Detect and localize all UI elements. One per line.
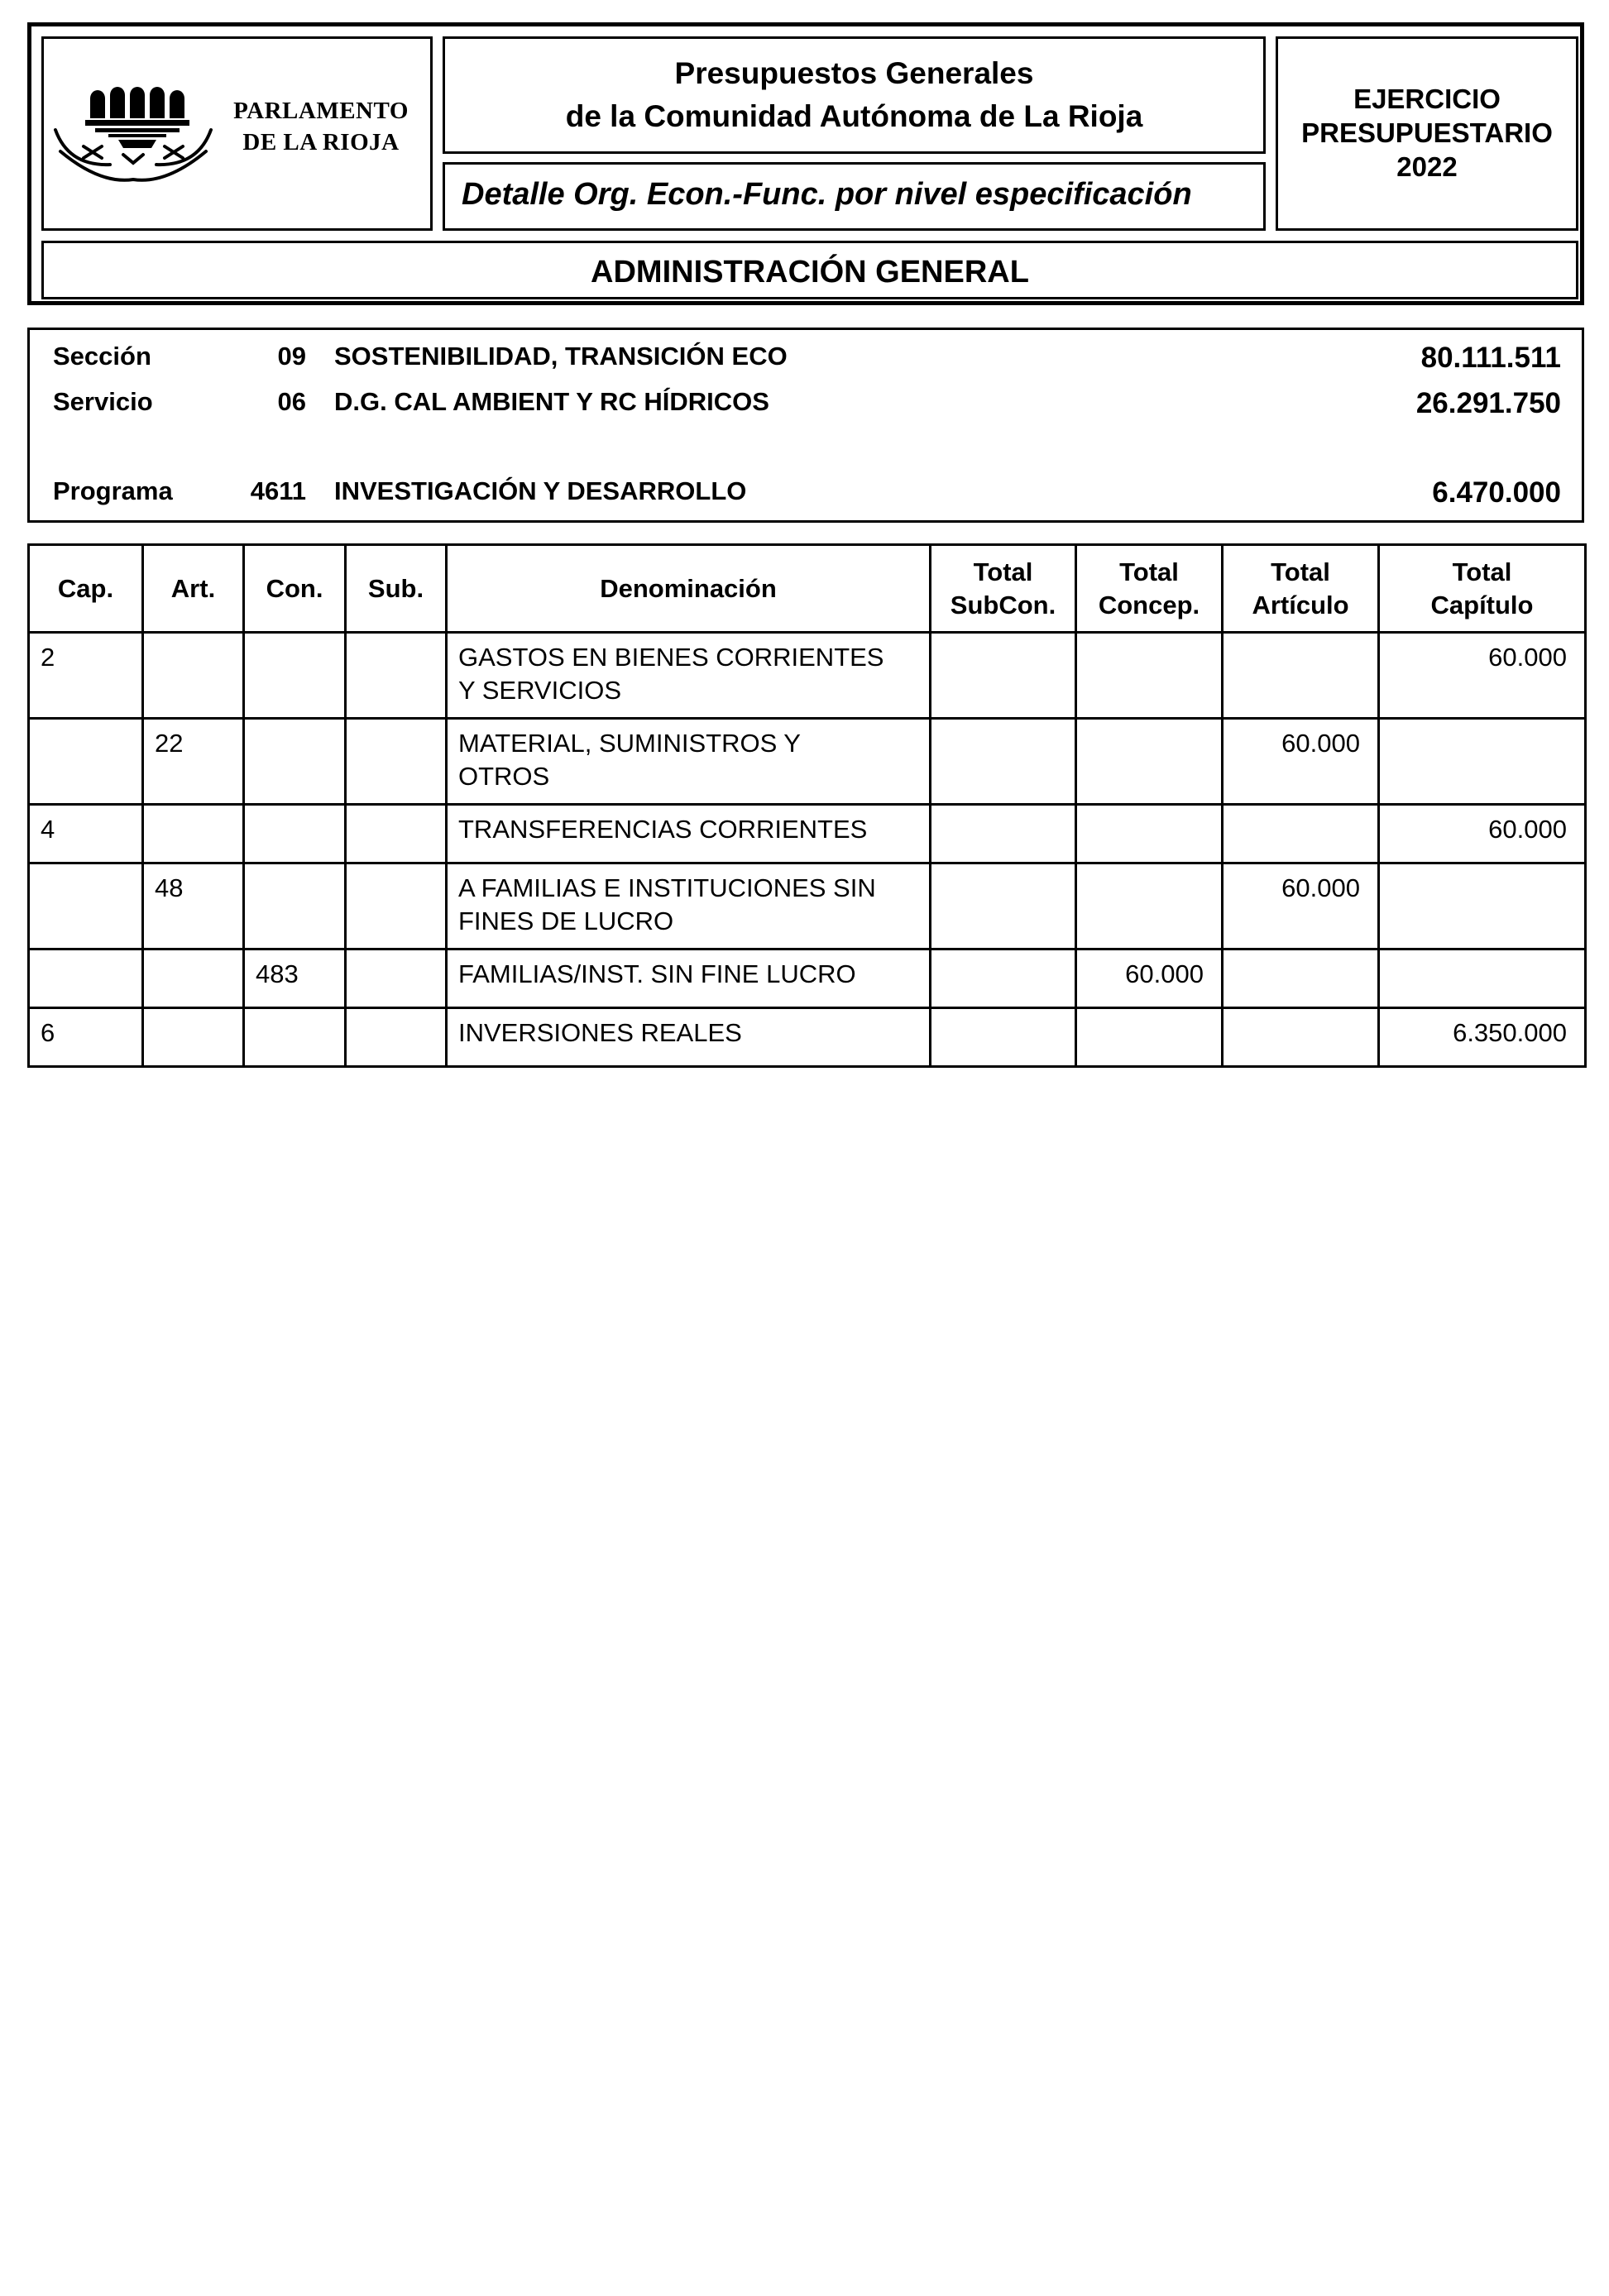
cell-total-articulo (1223, 949, 1379, 1008)
cell-cap: 6 (29, 1008, 143, 1067)
header-total-concep (1076, 545, 1223, 633)
cell-total-capitulo (1379, 719, 1586, 805)
administration-banner (41, 241, 1578, 299)
logo-text-line: DE LA RIOJA (242, 129, 400, 155)
cell-total-articulo (1223, 633, 1379, 719)
denominacion-line: MATERIAL, SUMINISTROS Y (458, 729, 801, 758)
section-amount: 80.111.511 (1420, 342, 1561, 374)
service-description: D.G. CAL AMBIENT Y RC HÍDRICOS (334, 387, 769, 416)
cell-total-concep (1076, 719, 1223, 805)
fiscal-year-line: EJERCICIO (1353, 84, 1501, 114)
table-header-row (29, 545, 1586, 633)
section-label: Sección (53, 342, 151, 371)
cell-cap (29, 949, 143, 1008)
section-info-panel (27, 328, 1584, 523)
service-code: 06 (277, 387, 306, 416)
document-title (443, 36, 1266, 154)
table-row (29, 1008, 1586, 1067)
cell-sub (346, 633, 447, 719)
program-code: 4611 (250, 476, 306, 505)
section-code: 09 (277, 342, 306, 371)
document-subtitle: Detalle Org. Econ.-Func. por nivel especificación (462, 177, 1192, 212)
section-description: SOSTENIBILIDAD, TRANSICIÓN ECO (334, 342, 788, 371)
cell-total-subcon (931, 805, 1076, 863)
denominacion-line: A FAMILIAS E INSTITUCIONES SIN (458, 873, 876, 902)
fiscal-year-panel (1276, 36, 1578, 231)
cell-total-capitulo: 6.350.000 (1379, 1008, 1586, 1067)
header-cap: Cap. (29, 545, 143, 633)
document-subtitle-panel (443, 162, 1266, 231)
cell-art (143, 949, 244, 1008)
section-row (30, 342, 1582, 378)
cell-total-concep (1076, 633, 1223, 719)
denominacion-line: OTROS (458, 762, 550, 791)
cell-total-articulo (1223, 1008, 1379, 1067)
table-row (29, 633, 1586, 719)
cell-cap: 4 (29, 805, 143, 863)
logo-text (213, 95, 429, 158)
cell-art: 48 (143, 863, 244, 949)
service-row (30, 387, 1582, 423)
header-line: Artículo (1252, 590, 1349, 619)
header-total-capitulo (1379, 545, 1586, 633)
cell-con (244, 863, 346, 949)
cell-cap: 2 (29, 633, 143, 719)
cell-total-concep: 60.000 (1076, 949, 1223, 1008)
cell-total-concep (1076, 1008, 1223, 1067)
header-line: Total (973, 557, 1033, 586)
cell-art: 22 (143, 719, 244, 805)
cell-sub (346, 863, 447, 949)
cell-total-articulo: 60.000 (1223, 719, 1379, 805)
cell-con (244, 805, 346, 863)
header-line: Total (1119, 557, 1179, 586)
cell-total-articulo: 60.000 (1223, 863, 1379, 949)
cell-total-subcon (931, 863, 1076, 949)
cell-sub (346, 805, 447, 863)
cell-sub (346, 719, 447, 805)
denominacion-line: GASTOS EN BIENES CORRIENTES (458, 643, 884, 672)
denominacion-line: Y SERVICIOS (458, 676, 621, 705)
cell-denominacion (447, 1008, 931, 1067)
header-line: SubCon. (950, 590, 1056, 619)
cell-total-articulo (1223, 805, 1379, 863)
table-row (29, 719, 1586, 805)
cell-total-subcon (931, 1008, 1076, 1067)
table-row (29, 863, 1586, 949)
document-header (27, 22, 1584, 305)
cell-con (244, 719, 346, 805)
administration-title: ADMINISTRACIÓN GENERAL (591, 255, 1029, 289)
table-row (29, 805, 1586, 863)
cell-total-capitulo (1379, 863, 1586, 949)
cell-total-capitulo: 60.000 (1379, 633, 1586, 719)
cell-con (244, 633, 346, 719)
denominacion-line: FINES DE LUCRO (458, 906, 674, 935)
cell-art (143, 1008, 244, 1067)
logo-text-line: PARLAMENTO (233, 98, 409, 124)
cell-total-capitulo (1379, 949, 1586, 1008)
cell-total-subcon (931, 719, 1076, 805)
cell-art (143, 805, 244, 863)
denominacion-line: FAMILIAS/INST. SIN FINE LUCRO (458, 959, 856, 988)
program-label: Programa (53, 476, 173, 505)
fiscal-year-line: PRESUPUESTARIO (1301, 117, 1553, 148)
logo-panel (41, 36, 433, 231)
cell-art (143, 633, 244, 719)
title-line: Presupuestos Generales (674, 56, 1034, 90)
header-line: Capítulo (1430, 590, 1534, 619)
cell-total-concep (1076, 863, 1223, 949)
cell-total-subcon (931, 949, 1076, 1008)
header-denominacion: Denominación (447, 545, 931, 633)
cell-total-capitulo: 60.000 (1379, 805, 1586, 863)
cell-con: 483 (244, 949, 346, 1008)
program-description: INVESTIGACIÓN Y DESARROLLO (334, 476, 747, 505)
header-con: Con. (244, 545, 346, 633)
budget-table (27, 543, 1587, 1068)
table-row (29, 949, 1586, 1008)
title-line: de la Comunidad Autónoma de La Rioja (565, 99, 1143, 133)
service-label: Servicio (53, 387, 153, 416)
header-line: Concep. (1098, 590, 1200, 619)
cell-cap (29, 863, 143, 949)
header-art: Art. (143, 545, 244, 633)
service-amount: 26.291.750 (1415, 387, 1561, 419)
cell-total-concep (1076, 805, 1223, 863)
cell-con (244, 1008, 346, 1067)
program-amount: 6.470.000 (1432, 476, 1561, 509)
cell-denominacion (447, 949, 931, 1008)
header-line: Total (1271, 557, 1330, 586)
parliament-crown-emblem-icon (50, 75, 216, 208)
denominacion-line: TRANSFERENCIAS CORRIENTES (458, 815, 868, 844)
fiscal-year-value: 2022 (1396, 151, 1458, 182)
cell-denominacion (447, 805, 931, 863)
header-line: Total (1452, 557, 1512, 586)
cell-sub (346, 1008, 447, 1067)
cell-cap (29, 719, 143, 805)
cell-denominacion (447, 719, 931, 805)
cell-total-subcon (931, 633, 1076, 719)
cell-sub (346, 949, 447, 1008)
header-total-subcon (931, 545, 1076, 633)
cell-denominacion (447, 633, 931, 719)
denominacion-line: INVERSIONES REALES (458, 1018, 742, 1047)
header-sub: Sub. (346, 545, 447, 633)
cell-denominacion (447, 863, 931, 949)
program-row (30, 476, 1582, 513)
header-total-articulo (1223, 545, 1379, 633)
